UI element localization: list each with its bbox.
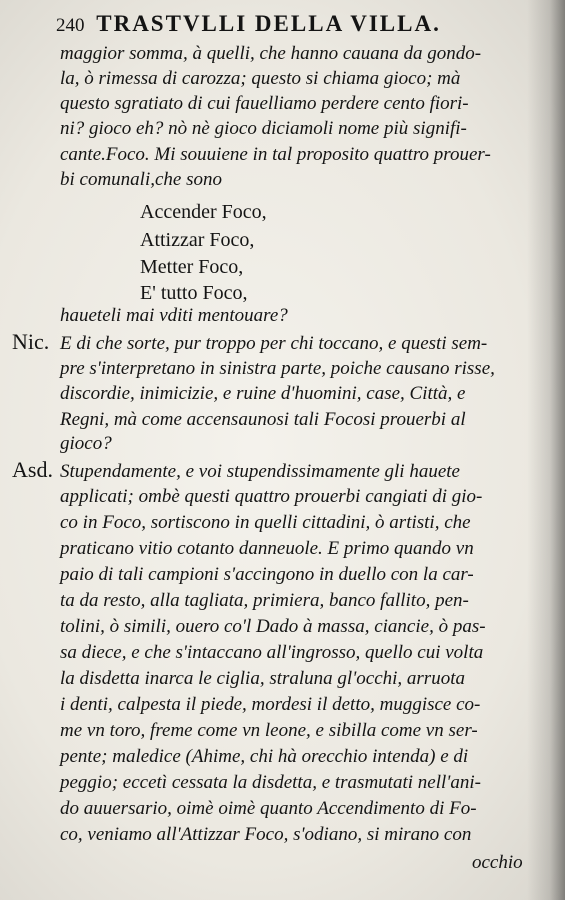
catchword: occhio xyxy=(472,852,523,873)
text-line: discordie, inimicizie, e ruine d'huomini, case, Città, e xyxy=(60,383,466,404)
text-line: co, veniamo all'Attizzar Foco, s'odiano, si mirano con xyxy=(60,824,472,845)
text-line: praticano vitio cotanto danneuole. E primo quando vn xyxy=(60,538,474,559)
text-line: paio di tali campioni s'accingono in duello con la car- xyxy=(60,564,474,585)
text-line: me vn toro, freme come vn leone, e sibilla come vn ser- xyxy=(60,720,478,741)
text-line: la, ò rimessa di carozza; questo si chiama gioco; mà xyxy=(60,68,461,89)
page-number: 240 xyxy=(56,15,85,36)
text-line: Stupendamente, e voi stupendissimamente gli hauete xyxy=(60,461,460,482)
text-line: applicati; ombè questi quattro prouerbi cangiati di gio- xyxy=(60,486,483,507)
text-line: maggior somma, à quelli, che hanno cauana da gondo- xyxy=(60,43,482,64)
text-line: Regni, mà come accensaunosi tali Focosi prouerbi al xyxy=(60,409,466,430)
text-line: pre s'interpretano in sinistra parte, poiche causano risse, xyxy=(60,358,495,379)
text-line: questo sgratiato di cui fauelliamo perdere cento fiori- xyxy=(60,93,469,114)
text-line: peggio; eccetì cessata la disdetta, e trasmutati nell'ani- xyxy=(60,772,481,793)
proverb-line: E' tutto Foco, xyxy=(140,282,248,304)
text-line: i denti, calpesta il piede, mordesi il detto, muggisce co- xyxy=(60,694,481,715)
running-head xyxy=(56,10,516,38)
text-line: pente; maledice (Ahime, chi hà orecchio intenda) e di xyxy=(60,746,469,767)
text-line: haueteli mai vditi mentouare? xyxy=(60,305,288,326)
text-line: ta da resto, alla tagliata, primiera, banco fallito, pen- xyxy=(60,590,469,611)
text-line: E di che sorte, pur troppo per chi toccano, e questi sem- xyxy=(60,333,488,354)
text-line: tolini, ò simili, ouero co'l Dado à massa, ciancie, ò pas- xyxy=(60,616,486,637)
text-line: bi comunali,che sono xyxy=(60,169,223,190)
proverb-line: Attizzar Foco, xyxy=(140,229,255,251)
page-gutter-shadow xyxy=(527,0,565,900)
speaker-label: Asd. xyxy=(12,457,53,482)
text-line: ni? gioco eh? nò nè gioco diciamoli nome più signifi- xyxy=(60,118,467,139)
speaker-label: Nic. xyxy=(12,329,50,354)
proverb-line: Accender Foco, xyxy=(140,201,267,223)
text-line: cante.Foco. Mi souuiene in tal proposito quattro prouer- xyxy=(60,144,491,165)
proverb-line: Metter Foco, xyxy=(140,256,244,278)
text-line: do auuersario, oimè oimè quanto Accendimento di Fo- xyxy=(60,798,477,819)
running-title: TRASTVLLI DELLA VILLA. xyxy=(96,11,441,36)
text-line: gioco? xyxy=(60,433,112,454)
text-line: co in Foco, sortiscono in quelli cittadini, ò artisti, che xyxy=(60,512,471,533)
text-line: la disdetta inarca le ciglia, straluna gl'occhi, arruota xyxy=(60,668,465,689)
text-line: sa diece, e che s'intaccano all'ingrosso, quello cui volta xyxy=(60,642,484,663)
